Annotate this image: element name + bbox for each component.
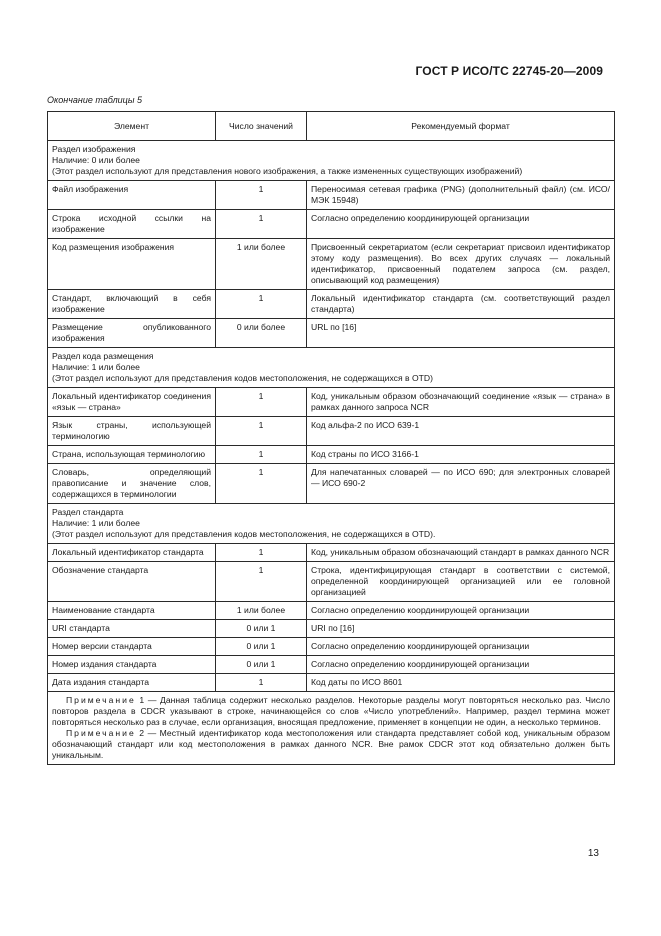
format-cell: URI по [16] [307,620,615,638]
note-1 [52,695,610,728]
element-cell: Словарь, определяющий правописание и значение слов, содержащихся в терминологии [48,464,216,504]
notes-cell [48,692,615,765]
count-cell: 0 или 1 [216,620,307,638]
count-cell: 1 [216,562,307,602]
table-row [48,388,615,417]
count-cell: 1 или более [216,239,307,290]
element-cell: Строка исходной ссылки на изображение [48,210,216,239]
element-cell: Наименование стандарта [48,602,216,620]
format-cell: Согласно определению координирующей организации [307,602,615,620]
format-cell: Согласно определению координирующей организации [307,656,615,674]
format-cell: Локальный идентификатор стандарта (см. соответствующий раздел стандарта) [307,290,615,319]
element-cell: Локальный идентификатор стандарта [48,544,216,562]
section-header-cell [48,141,615,181]
element-cell: Язык страны, использующей терминологию [48,417,216,446]
table-row [48,638,615,656]
element-cell: Размещение опубликованного изображения [48,319,216,348]
format-cell: Код альфа-2 по ИСО 639-1 [307,417,615,446]
note-text: — Местный идентификатор кода местоположения или стандарта представляет собой код, уникальным образом обозначающий стандарт или код местоположения в рамках данного NCR. Вне рамок CDCR этот код обязательно должен быть уникальным. [52,728,611,760]
table-row [48,620,615,638]
section-title: Раздел кода размещения [52,351,154,361]
count-cell: 1 [216,417,307,446]
table-row [48,290,615,319]
count-cell: 1 [216,464,307,504]
section-header-row [48,141,615,181]
table-header-row [48,112,615,141]
count-cell: 0 или 1 [216,638,307,656]
section-note: (Этот раздел используют для представления кодов местоположения, не содержащихся в OTD) [52,373,433,383]
section-header-row [48,348,615,388]
format-cell: Код страны по ИСО 3166-1 [307,446,615,464]
count-cell: 1 [216,674,307,692]
count-cell: 1 или более [216,602,307,620]
format-cell: Строка, идентифицирующая стандарт в соответствии с системой, определенной координирующей организацией или ее головной организацией [307,562,615,602]
header-count: Число значений [216,112,307,141]
section-title: Раздел изображения [52,144,136,154]
section-header-cell [48,348,615,388]
count-cell: 1 [216,210,307,239]
count-cell: 1 [216,544,307,562]
note-2 [52,728,610,761]
section-header-cell [48,504,615,544]
section-presence: Наличие: 1 или более [52,518,140,528]
element-cell: URI стандарта [48,620,216,638]
table-row [48,464,615,504]
format-cell: Переносимая сетевая графика (PNG) (дополнительный файл) (см. ИСО/МЭК 15948) [307,181,615,210]
format-cell: URL по [16] [307,319,615,348]
count-cell: 0 или более [216,319,307,348]
section-presence: Наличие: 0 или более [52,155,140,165]
element-cell: Номер версии стандарта [48,638,216,656]
element-cell: Файл изображения [48,181,216,210]
count-cell: 1 [216,446,307,464]
table-row [48,602,615,620]
format-cell: Для напечатанных словарей — по ИСО 690; для электронных словарей — ИСО 690-2 [307,464,615,504]
section-title: Раздел стандарта [52,507,124,517]
element-cell: Стандарт, включающий в себя изображение [48,290,216,319]
format-cell: Код, уникальным образом обозначающий стандарт в рамках данного NCR [307,544,615,562]
note-label: Примечание [66,728,136,738]
note-text: — Данная таблица содержит несколько разделов. Некоторые разделы могут повторяться несколько раз. Число повторов раздела в CDCR указывают в строке, начинающейся со слов «Число употреблений». Например, раздел термина может повторяться несколько раз в случае, если организация, вносящая предложение, применяет в концепции не один, а несколько терминов. [52,695,611,727]
table-row [48,544,615,562]
table-caption: Окончание таблицы 5 [47,95,142,105]
format-cell: Код даты по ИСО 8601 [307,674,615,692]
element-cell: Страна, использующая терминологию [48,446,216,464]
count-cell: 1 [216,290,307,319]
format-cell: Согласно определению координирующей организации [307,210,615,239]
table-row [48,656,615,674]
count-cell: 0 или 1 [216,656,307,674]
table-row [48,674,615,692]
element-cell: Обозначение стандарта [48,562,216,602]
table-row [48,319,615,348]
header-element: Элемент [48,112,216,141]
document-header: ГОСТ Р ИСО/ТС 22745-20—2009 [415,64,603,78]
format-cell: Согласно определению координирующей организации [307,638,615,656]
table-row [48,181,615,210]
count-cell: 1 [216,181,307,210]
page-number: 13 [587,848,599,859]
header-format: Рекомендуемый формат [307,112,615,141]
notes-row [48,692,615,765]
note-number: 1 [139,695,145,705]
element-cell: Номер издания стандарта [48,656,216,674]
recommended-format-table [47,111,615,765]
table-row [48,446,615,464]
element-cell: Дата издания стандарта [48,674,216,692]
element-cell: Код размещения изображения [48,239,216,290]
table-row [48,239,615,290]
table-row [48,210,615,239]
count-cell: 1 [216,388,307,417]
format-cell: Присвоенный секретариатом (если секретариат присвоил идентификатор этому коду размещения). Во всех других случаях — локальный идентификатор, присвоенный подателем запроса (см. раздел, описывающий код размещения) [307,239,615,290]
section-note: (Этот раздел используют для представления нового изображения, а также измененных существующих изображений) [52,166,523,176]
element-cell: Локальный идентификатор соединения «язык — страна» [48,388,216,417]
note-number: 2 [139,728,145,738]
format-cell: Код, уникальным образом обозначающий соединение «язык — страна» в рамках данного запроса NCR [307,388,615,417]
table-row [48,562,615,602]
section-presence: Наличие: 1 или более [52,362,140,372]
note-label: Примечание [66,695,136,705]
section-header-row [48,504,615,544]
section-note: (Этот раздел используют для представления кодов местоположения, не содержащихся в OTD). [52,529,436,539]
table-row [48,417,615,446]
